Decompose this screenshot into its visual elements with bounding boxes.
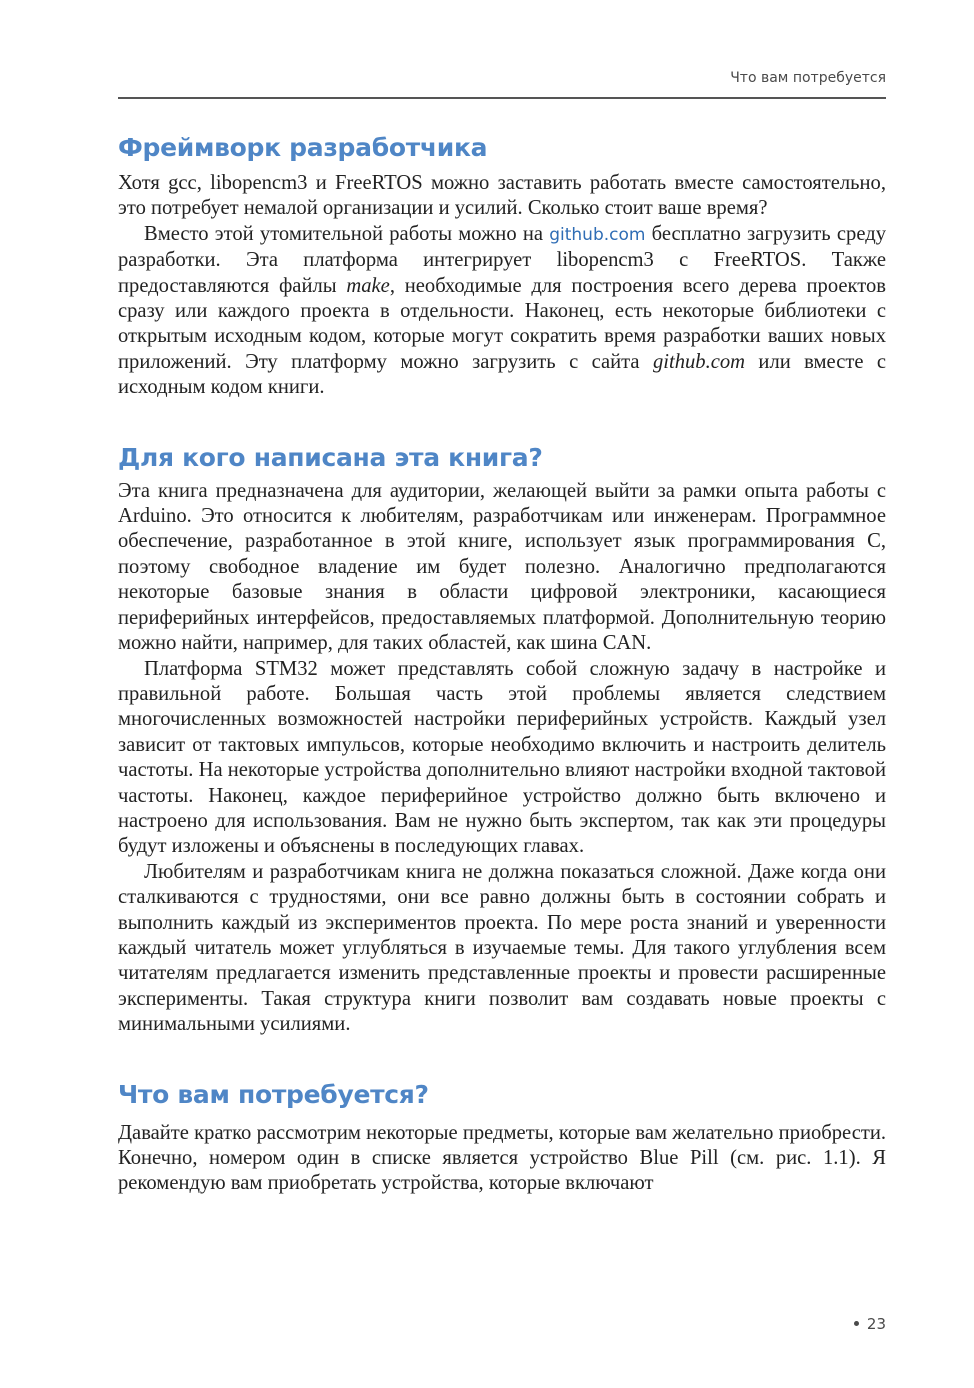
text-run: или вместе с исходным кодом книги. xyxy=(118,350,887,399)
section-requirements xyxy=(118,1075,886,1197)
text-run: Вместо этой утомительной работы можно на xyxy=(144,222,550,245)
paragraph: Платформа STM32 может представлять собой сложную задачу в настройке и правильной работе. Большая часть этой проблемы является следствием многочисленных возможностей настройки периферийных устройств. Каждый узел зависит от тактовых импульсов, которые необходимо включить и настроить делитель частоты. На некоторые устройства дополнительно влияют настройки входной тактовой частоты. Наконец, каждое периферийное устройство должно быть включено и настроено для использования. Вам не нужно быть экспертом, так как эти процедуры будут изложены и объяснены в последующих главах. xyxy=(118,657,886,858)
section-heading: Для кого написана эта книга? xyxy=(118,442,543,472)
paragraph: Любителям и разработчикам книга не должна показаться сложной. Даже когда они сталкиваются с трудностями, они все равно должны быть в состоянии собрать и выполнить каждый из экспериментов проекта. По мере роста знаний и уверенности каждый читатель может углубляться в изучаемые темы. Для такого углубления всем читателям предлагается изменить представленные проекты и провести расширенные эксперименты. Такая структура книги позволит вам создавать новые проекты с минимальными усилиями. xyxy=(118,860,886,1036)
header-rule xyxy=(118,97,886,99)
italic-term: github.com xyxy=(652,350,746,373)
running-head: Что вам потребуется xyxy=(730,70,886,86)
text-run: , необходимые для построения всего дерева проектов сразу или каждого проекта в отдельности. Наконец, есть некоторые библиотеки с открытым исходным кодом, которые могут сократить время разработки ваших новых приложений. Эту платформу можно загрузить с сайта xyxy=(118,274,886,373)
page-number-value: 23 xyxy=(866,1315,886,1333)
italic-term: make xyxy=(346,274,390,297)
page-number xyxy=(840,1315,886,1333)
section-developer-framework xyxy=(118,128,886,401)
section-audience xyxy=(118,438,886,1038)
bullet-icon xyxy=(854,1321,859,1326)
paragraph: Эта книга предназначена для аудитории, желающей выйти за рамки опыта работы с Arduino. Это относится к любителям, разработчикам или инженерам. Программное обеспечение, разработанное в этой книге, использует язык программирования C, поэтому свободное владение им будет полезно. Аналогично предполагаются некоторые базовые знания в области цифровой электроники, касающиеся периферийных интерфейсов, предоставляемых платформой. Дополнительную теорию можно найти, например, для таких областей, как шина CAN. xyxy=(118,479,886,655)
text-run: бесплатно загрузить среду разработки. Эта платформа интегрирует libopencm3 с FreeRTOS. Также предоставляются файлы xyxy=(118,222,887,297)
paragraph: Давайте кратко рассмотрим некоторые предметы, которые вам желательно приобрести. Конечно, номером один в списке является устройство Blue Pill (см. рис. 1.1). Я рекомендую вам приобретать устройства, которые включают xyxy=(118,1121,886,1195)
paragraph: Хотя gcc, libopencm3 и FreeRTOS можно заставить работать вместе самостоятельно, это потребует немалой организации и усилий. Сколько стоит ваше время? xyxy=(118,172,886,220)
github-link[interactable]: github.com xyxy=(549,224,646,245)
section-heading: Фреймворк разработчика xyxy=(118,133,488,162)
paragraph xyxy=(118,222,886,401)
section-heading: Что вам потребуется? xyxy=(118,1079,429,1109)
page-content xyxy=(118,128,886,1197)
